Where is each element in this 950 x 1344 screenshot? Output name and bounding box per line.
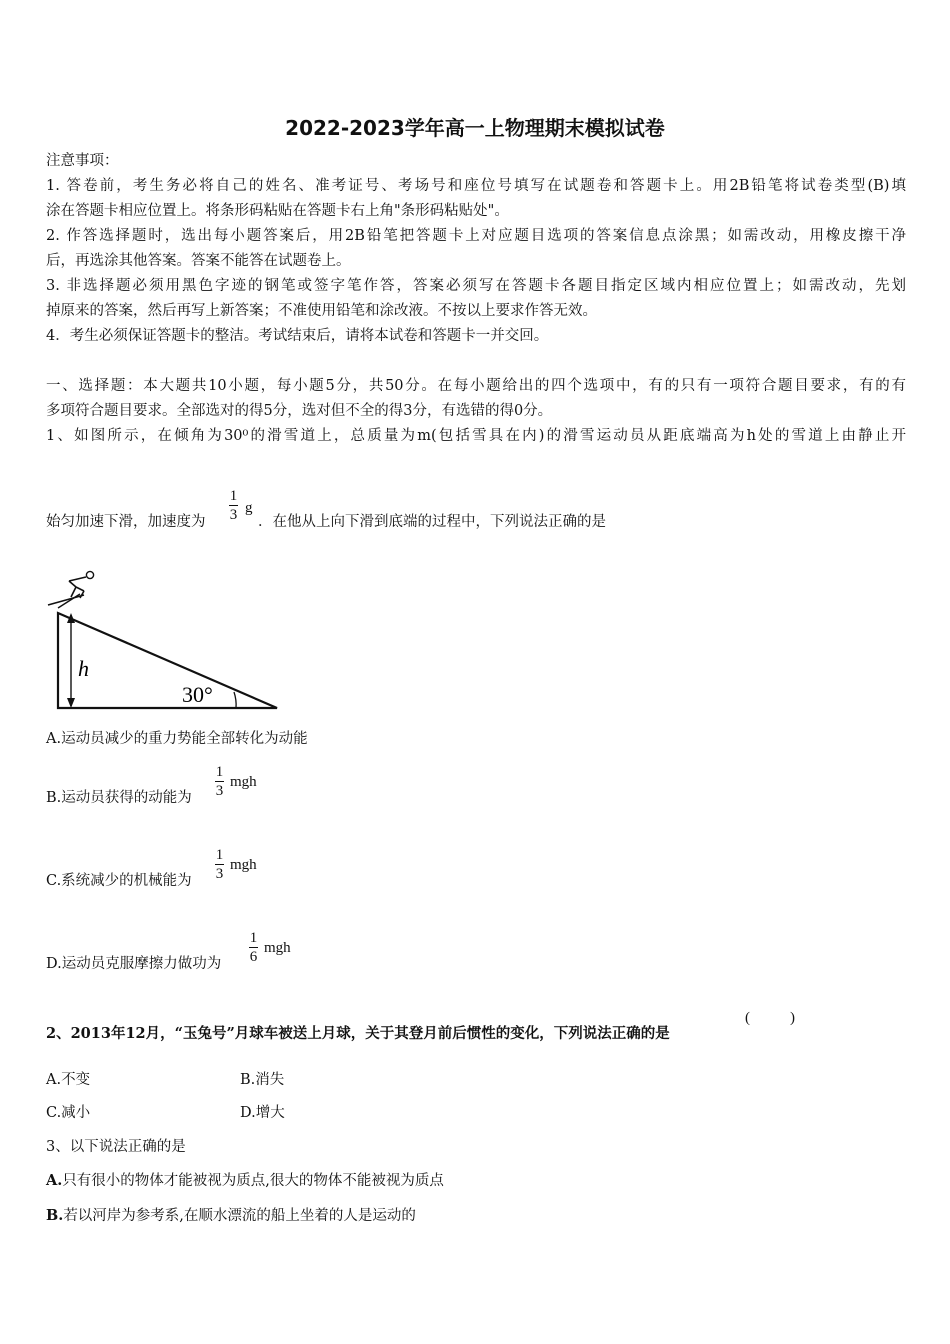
fraction-bar	[249, 947, 258, 948]
q1-stem-line2-pre: 始匀加速下滑，加速度为	[46, 514, 206, 530]
q2-option-c: C.减小	[46, 1105, 91, 1121]
height-arrow-bottom	[67, 698, 75, 708]
q1-option-a: A.运动员减少的重力势能全部转化为动能	[46, 731, 308, 747]
fraction-bar	[229, 505, 238, 506]
q2-option-a: A.不变	[46, 1072, 91, 1088]
q3-stem: 3、以下说法正确的是	[46, 1139, 186, 1155]
q1-accel-fraction	[229, 488, 238, 523]
fraction-bar	[215, 781, 224, 782]
height-label: h	[78, 656, 89, 681]
q1-option-c-fraction	[215, 847, 224, 882]
q1-slope-diagram	[40, 565, 290, 715]
q3-option-b	[46, 1203, 416, 1229]
q1-option-d-fraction	[249, 930, 258, 965]
notice-heading: 注意事项：	[46, 153, 119, 169]
notice-line-1a: 1. 答卷前，考生务必将自己的姓名、准考证号、考场号和座位号填写在试题卷和答题卡上。用2B铅笔将试卷类型(B)填	[46, 178, 906, 194]
q1-stem-line1: 1、如图所示，在倾角为30⁰的滑雪道上，总质量为m(包括雪具在内)的滑雪运动员从距底端高为h处的雪道上由静止开	[46, 428, 906, 444]
fraction-numerator: 1	[215, 764, 224, 780]
fraction-denominator: 3	[229, 507, 238, 523]
section1-instructions-b: 多项符合题目要求。全部选对的得5分，选对但不全的得3分，有选错的得0分。	[46, 403, 553, 419]
skier-figure	[48, 571, 94, 608]
q3-option-b-text: 若以河岸为参考系,在顺水漂流的船上坐着的人是运动的	[63, 1208, 416, 1224]
q3-option-a-text: 只有很小的物体才能被视为质点,很大的物体不能被视为质点	[62, 1173, 444, 1189]
q1-option-b-unit: mgh	[230, 774, 257, 790]
q1-option-d-text: D.运动员克服摩擦力做功为	[46, 956, 222, 972]
q2-stem: 2、2013年12月，“玉兔号”月球车被送上月球，关于其登月前后惯性的变化，下列说法正确的是	[46, 1025, 670, 1042]
notice-line-2a: 2. 作答选择题时，选出每小题答案后，用2B铅笔把答题卡上对应题目选项的答案信息点涂黑；如需改动，用橡皮擦干净	[46, 228, 906, 244]
q1-stem-line2-post: ．在他从上向下滑到底端的过程中，下列说法正确的是	[258, 514, 606, 530]
fraction-numerator: 1	[215, 847, 224, 863]
notice-line-4: 4．考生必须保证答题卡的整洁。考试结束后，请将本试卷和答题卡一并交回。	[46, 328, 549, 344]
q1-option-c-text: C.系统减少的机械能为	[46, 873, 192, 889]
fraction-bar	[215, 864, 224, 865]
fraction-numerator: 1	[249, 930, 258, 946]
notice-line-1b: 涂在答题卡相应位置上。将条形码粘贴在答题卡右上角"条形码粘贴处"。	[46, 203, 509, 219]
fraction-denominator: 3	[215, 783, 224, 799]
notice-line-3b: 掉原来的答案，然后再写上新答案；不准使用铅笔和涂改液。不按以上要求作答无效。	[46, 303, 597, 319]
q2-option-d: D.增大	[240, 1105, 285, 1121]
q2-paren-close: )	[790, 1010, 795, 1026]
q1-option-c-unit: mgh	[230, 857, 257, 873]
notice-line-2b: 后，再选涂其他答案。答案不能答在试题卷上。	[46, 253, 351, 269]
q1-option-b-text: B.运动员获得的动能为	[46, 790, 192, 806]
q1-accel-unit: g	[245, 500, 253, 516]
fraction-denominator: 6	[249, 949, 258, 965]
fraction-numerator: 1	[229, 488, 238, 504]
q2-paren-open: (	[745, 1010, 750, 1026]
slope-triangle	[58, 613, 277, 708]
q1-option-d-unit: mgh	[264, 940, 291, 956]
section1-instructions-a: 一、选择题：本大题共10小题，每小题5分，共50分。在每小题给出的四个选项中，有的只有一项符合题目要求，有的有	[46, 378, 906, 394]
notice-line-3a: 3. 非选择题必须用黑色字迹的钢笔或签字笔作答，答案必须写在答题卡各题目指定区域内相应位置上；如需改动，先划	[46, 278, 906, 294]
angle-label: 30°	[182, 682, 213, 707]
q2-option-b: B.消失	[240, 1072, 285, 1088]
q3-option-a	[46, 1168, 444, 1194]
page-title: 2022-2023学年高一上物理期末模拟试卷	[285, 116, 665, 140]
q3-option-a-label: A.	[46, 1172, 63, 1189]
q3-option-b-label: B.	[46, 1207, 64, 1224]
fraction-denominator: 3	[215, 866, 224, 882]
angle-arc	[234, 692, 236, 708]
q1-option-b-fraction	[215, 764, 224, 799]
